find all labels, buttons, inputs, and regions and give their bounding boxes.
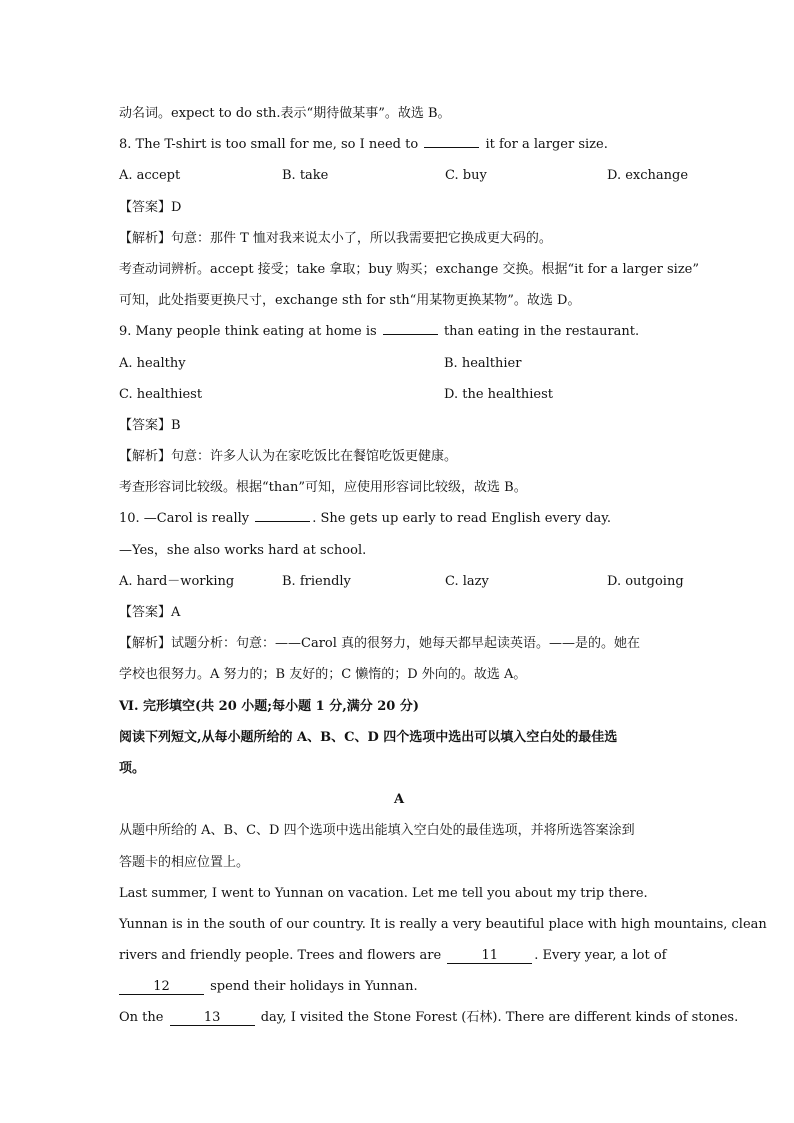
blank-11: 11: [447, 949, 532, 964]
question-8-options: [119, 160, 689, 191]
question-9-options: [119, 348, 679, 379]
blank: [255, 507, 310, 522]
option-a: A. accept: [119, 168, 181, 184]
blank-12: 12: [119, 980, 204, 995]
passage-line: Last summer, I went to Yunnan on vacation. Let me tell you about my trip there.: [119, 885, 648, 901]
blank-13: 13: [170, 1011, 255, 1026]
passage-heading: A: [393, 792, 405, 808]
question-9-options: [119, 379, 679, 410]
explanation-line: 可知，此处指要更换尺寸，exchange sth for sth“用某物更换某物”。故选 D。: [119, 293, 581, 309]
blank: [424, 133, 479, 148]
explanation-line: 考查动词辨析。accept 接受；take 拿取；buy 购买；exchange 交换。根据“it for a larger size”: [119, 261, 700, 277]
passage-line: 12 spend their holidays in Yunnan.: [119, 971, 679, 1002]
explanation-line: 考查形容词比较级。根据“than”可知，应使用形容词比较级，故选 B。: [119, 480, 527, 496]
option-c: C. healthiest: [119, 386, 203, 402]
answer-9: 【答案】B: [119, 417, 181, 433]
question-10-options: [119, 566, 684, 597]
text-line: 动名词。expect to do sth.表示“期待做某事”。故选 B。: [119, 106, 451, 121]
option-a: A. healthy: [119, 355, 186, 371]
question-10-reply: —Yes，she also works hard at school.: [119, 542, 367, 558]
explanation-line: 学校也很努力。A 努力的；B 友好的；C 懒惰的；D 外向的。故选 A。: [119, 667, 527, 683]
option-c: C. buy: [445, 168, 487, 184]
section-instructions: 阅读下列短文,从每小题所给的 A、B、C、D 四个选项中选出可以填入空白处的最佳选: [119, 729, 618, 745]
passage-line: rivers and friendly people. Trees and flowers are 11 . Every year, a lot of: [119, 948, 667, 964]
passage-instructions: 从题中所给的 A、B、C、D 四个选项中选出能填入空白处的最佳选项，并将所选答案涂到: [119, 823, 635, 839]
question-10: 10. —Carol is really . She gets up early to read English every day.: [119, 503, 679, 534]
question-8: 8. The T-shirt is too small for me, so I need to it for a larger size.: [119, 129, 679, 160]
explanation-line: 【解析】试题分析：句意：——Carol 真的很努力，她每天都早起读英语。——是的。她在: [119, 636, 641, 652]
explanation-line: 【解析】句意：许多人认为在家吃饭比在餐馆吃饭更健康。: [119, 449, 458, 465]
question-9: 9. Many people think eating at home is than eating in the restaurant.: [119, 316, 679, 347]
option-d: D. the healthiest: [444, 386, 553, 402]
answer-8: 【答案】D: [119, 199, 182, 215]
blank: [383, 320, 438, 335]
answer-10: 【答案】A: [119, 605, 181, 620]
explanation-line: 【解析】句意：那件 T 恤对我来说太小了，所以我需要把它换成更大码的。: [119, 230, 552, 246]
passage-instructions: 答题卡的相应位置上。: [119, 854, 250, 870]
option-c: C. lazy: [445, 573, 489, 589]
option-b: B. healthier: [444, 355, 522, 371]
passage-line: Yunnan is in the south of our country. It is really a very beautiful place with high mountains, clean: [119, 916, 767, 932]
section-title: Ⅵ. 完形填空(共 20 小题;每小题 1 分,满分 20 分): [119, 698, 420, 714]
section-instructions: 项。: [119, 760, 146, 776]
option-a: A. hard－working: [119, 573, 235, 589]
option-b: B. take: [282, 168, 329, 184]
document-page: [119, 98, 767, 1034]
passage-line: On the 13 day, I visited the Stone Forest (石林). There are different kinds of stones.: [119, 1010, 739, 1026]
option-d: D. exchange: [607, 168, 689, 184]
option-b: B. friendly: [282, 573, 351, 589]
option-d: D. outgoing: [607, 573, 684, 589]
